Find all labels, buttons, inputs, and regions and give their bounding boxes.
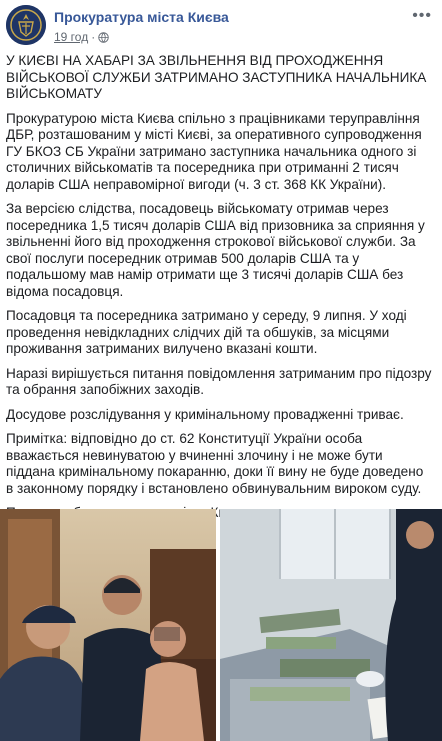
page-name-link[interactable]: Прокуратура міста Києва	[54, 9, 229, 25]
post-paragraph: Примітка: відповідно до ст. 62 Конституції України особа вважається невинуватою у вчиненні злочину і не може бути піддана кримінальному покаранню, доки її вину не буде доведено в законному порядку і встановлено обвинувальним вироком суду.	[6, 431, 424, 496]
page-avatar[interactable]	[6, 5, 46, 45]
post-meta	[54, 30, 109, 44]
meta-separator: ·	[91, 30, 96, 44]
prosecutor-emblem-icon	[6, 5, 46, 45]
post-photos	[0, 509, 442, 741]
photo-seized-money[interactable]	[220, 509, 442, 741]
post-paragraph: Посадовця та посередника затримано у середу, 9 липня. У ході проведення невідкладних слідчих дій та обшуків, за місцями проживання затриманих вилучено вказані кошти.	[6, 308, 407, 356]
post-timestamp[interactable]: 19 год	[54, 30, 89, 44]
globe-icon	[98, 32, 109, 43]
post-body	[6, 53, 434, 530]
post-header	[0, 0, 442, 56]
post-paragraph: Досудове розслідування у кримінальному провадженні триває.	[6, 406, 404, 422]
more-options-icon[interactable]: •••	[412, 7, 432, 24]
post-paragraph: Наразі вирішується питання повідомлення затриманим про підозру та обрання запобіжних заходів.	[6, 365, 432, 397]
post-paragraph: Прокуратурою міста Києва спільно з працівниками теруправління ДБР, розташованим у місті Києві, за оперативного супроводження ГУ БКОЗ СБ України затримано заступника начальника одного зі столичних військоматів та посередника при отриманні 2 тисяч доларів США неправомірної вигоди (ч. 3 ст. 368 КК України).	[6, 110, 422, 192]
post-headline: У КИЄВІ НА ХАБАРІ ЗА ЗВІЛЬНЕННЯ ВІД ПРОХОДЖЕННЯ ВІЙСЬКОВОЇ СЛУЖБИ ЗАТРИМАНО ЗАСТУПНИКА НАЧАЛЬНИКА ВІЙСЬКОМАТУ	[6, 53, 427, 101]
post-paragraph: За версією слідства, посадовець військомату отримав через посередника 1,5 тисяч доларів США від призовника за сприяння у звільненні його від проходження строкової військової служби. За свої послуги посередник отримав 500 доларів США та у подальшому мав намір отримати ще 3 тисячі доларів США без відома посадовця.	[6, 201, 425, 299]
photo-detention-scene[interactable]	[0, 509, 216, 741]
